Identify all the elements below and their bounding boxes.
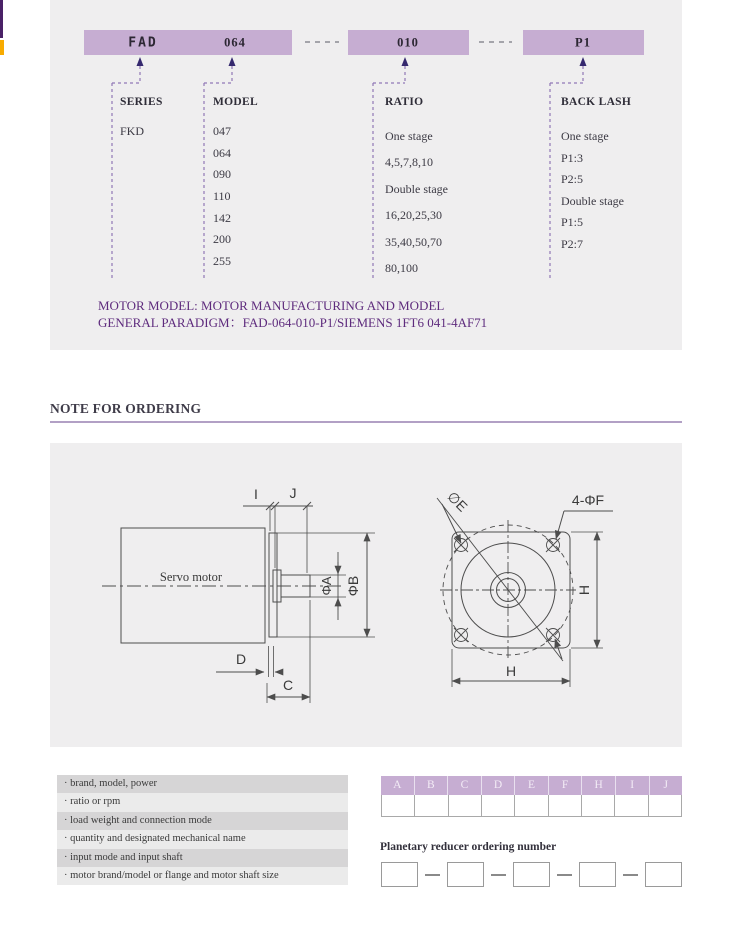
model-item: 142 xyxy=(213,210,231,225)
backlash-item: One stage xyxy=(561,129,609,143)
dimension-table-value-cell xyxy=(649,795,682,816)
dim-label-h-horizontal: H xyxy=(505,663,517,679)
slot-connector xyxy=(623,874,638,876)
dim-label-phi-b: ΦB xyxy=(345,575,361,597)
dim-label-j: J xyxy=(289,485,297,501)
dimension-table-header-cell: H xyxy=(582,776,616,795)
servo-motor-label: Servo motor xyxy=(159,570,223,584)
dim-label-h-vertical: H xyxy=(576,584,592,596)
dimension-table-value-cell xyxy=(415,795,448,816)
model-item: 047 xyxy=(213,124,231,138)
ordering-note-item: · ratio or rpm xyxy=(57,793,348,811)
dimension-table-value-cell xyxy=(549,795,582,816)
ordering-slot xyxy=(645,862,682,887)
dimension-table-header-cell: E xyxy=(515,776,549,795)
motor-model-line1: MOTOR MODEL: MOTOR MANUFACTURING AND MODEL xyxy=(98,298,445,313)
backlash-item: Double stage xyxy=(561,193,624,208)
dimension-table-header-cell: I xyxy=(616,776,650,795)
model-item: 064 xyxy=(213,145,231,160)
motor-side-view xyxy=(102,502,375,703)
model-code-backlash: P1 xyxy=(575,35,591,49)
ordering-note-item: · quantity and designated mechanical name xyxy=(57,830,348,848)
backlash-item: P2:5 xyxy=(561,172,584,186)
dimension-table-value-cell xyxy=(515,795,548,816)
dim-label-c: C xyxy=(282,677,294,693)
backlash-column-header: BACK LASH xyxy=(561,96,632,108)
series-item: FKD xyxy=(120,124,145,138)
model-item: 090 xyxy=(213,167,231,182)
ratio-item: 4,5,7,8,10 xyxy=(385,155,433,170)
model-code-panel xyxy=(50,0,682,350)
ratio-item: 35,40,50,70 xyxy=(385,234,442,249)
ratio-item: 80,100 xyxy=(385,260,418,275)
ratio-item: 16,20,25,30 xyxy=(385,208,442,223)
model-code-box-ratio xyxy=(348,30,469,55)
dimension-table-header-cell: B xyxy=(415,776,449,795)
dimension-table-header-cell: C xyxy=(448,776,482,795)
motor-model-note xyxy=(98,297,487,331)
model-code-box-series-model xyxy=(84,30,292,55)
backlash-item: P1:3 xyxy=(561,150,584,165)
page-accent-orange-bar xyxy=(0,40,4,55)
dimension-table-header-cell: A xyxy=(381,776,415,795)
model-code-model: 064 xyxy=(224,35,246,49)
dim-label-4-phi-f: 4-ΦF xyxy=(571,492,605,508)
ratio-item: Double stage xyxy=(385,181,448,196)
dim-label-i: I xyxy=(254,486,258,502)
ordering-slot xyxy=(447,862,484,887)
ordering-note-item: · motor brand/model or flange and motor shaft size xyxy=(57,867,348,885)
ordering-slot xyxy=(513,862,550,887)
drawing-panel xyxy=(50,443,682,747)
model-column-header: MODEL xyxy=(213,96,258,108)
ordering-note-item: · brand, model, power xyxy=(57,775,348,793)
dimension-table-value-cell xyxy=(582,795,615,816)
backlash-column xyxy=(561,96,631,258)
ordering-note-item: · load weight and connection mode xyxy=(57,812,348,830)
series-column-header: SERIES xyxy=(120,96,163,108)
ratio-column-header: RATIO xyxy=(385,96,424,108)
dimension-table-value-cell xyxy=(482,795,515,816)
technical-drawing xyxy=(50,443,682,747)
dim-label-phi-e: ∅E xyxy=(444,488,471,515)
ordering-number-label: Planetary reducer ordering number xyxy=(380,841,557,853)
ratio-column xyxy=(385,96,448,287)
model-code-box-backlash xyxy=(523,30,644,55)
backlash-item: P1:5 xyxy=(561,215,584,229)
model-item: 200 xyxy=(213,232,231,247)
ordering-note-item: · input mode and input shaft xyxy=(57,849,348,867)
section-title: NOTE FOR ORDERING xyxy=(50,401,682,423)
dimension-table-value-row xyxy=(381,795,682,817)
dimension-table-header-cell: D xyxy=(482,776,516,795)
dimension-table-header-cell: J xyxy=(663,779,669,791)
ratio-item: One stage xyxy=(385,129,433,143)
model-column xyxy=(213,96,258,276)
dim-label-d: D xyxy=(235,651,247,667)
dimension-table-value-cell xyxy=(449,795,482,816)
dimension-table-header-row xyxy=(381,776,682,795)
dimension-table-header-cell: F xyxy=(549,776,583,795)
model-code-ratio: 010 xyxy=(397,35,419,49)
series-column xyxy=(120,96,163,146)
model-item: 255 xyxy=(213,254,231,269)
backlash-item: P2:7 xyxy=(561,236,584,251)
slot-connector xyxy=(425,874,440,876)
dimension-table-value-cell xyxy=(382,795,415,816)
ordering-notes-list xyxy=(57,775,348,885)
page-accent-purple-bar xyxy=(0,0,3,38)
slot-connector xyxy=(491,874,506,876)
dimension-table xyxy=(381,776,682,817)
ordering-slot xyxy=(579,862,616,887)
ordering-number-slots xyxy=(381,862,682,887)
slot-connector xyxy=(557,874,572,876)
dimension-table-value-cell xyxy=(615,795,648,816)
motor-model-line2: GENERAL PARADIGM：FAD-064-010-P1/SIEMENS 1FT6 041-4AF71 xyxy=(98,315,488,330)
model-item: 110 xyxy=(213,189,231,204)
dim-label-phi-a: ΦA xyxy=(319,576,334,596)
model-code-series: FAD xyxy=(128,35,158,50)
ordering-slot xyxy=(381,862,418,887)
